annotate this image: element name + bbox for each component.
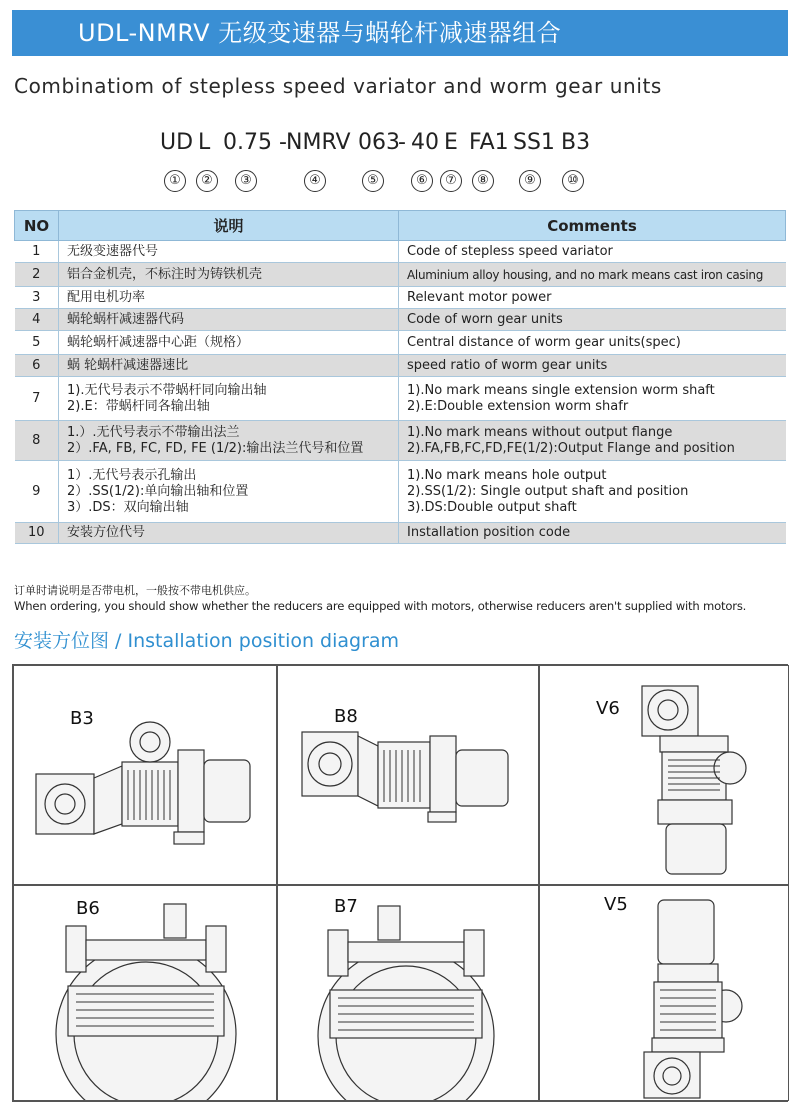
b3-drawing [14, 666, 277, 885]
row-comment [399, 287, 786, 309]
row-comment [399, 377, 786, 421]
comment-line: 2).E:Double extension worm shafr [407, 398, 629, 414]
b7-drawing [278, 886, 539, 1101]
header-comments: Comments [399, 211, 786, 241]
description-line: 无级变速器代号 [67, 243, 159, 259]
code-part: L [198, 130, 211, 155]
code-index: ⑩ [562, 170, 584, 192]
diagram-cell-v6 [539, 665, 789, 885]
order-note-en: When ordering, you should show whether the reducers are equipped with motors, otherwise reducers aren't supplied with motors. [14, 599, 747, 613]
b8-drawing [278, 666, 539, 885]
row-number: 1 [15, 241, 59, 263]
title-banner: UDL-NMRV 无级变速器与蜗轮杆减速器组合 [12, 10, 788, 56]
code-part: E [444, 130, 458, 155]
v6-drawing [540, 666, 789, 885]
code-part: FA1 [469, 130, 509, 155]
row-comment [399, 331, 786, 355]
header-no: NO [15, 211, 59, 241]
table-row [15, 355, 786, 377]
table-row [15, 331, 786, 355]
code-part: - [398, 130, 406, 155]
code-part: 40 [411, 130, 439, 155]
table-row [15, 241, 786, 263]
row-description [59, 263, 399, 287]
description-line: 蜗轮蜗杆减速器代码 [67, 311, 185, 327]
comment-line: 3).DS:Double output shaft [407, 499, 577, 515]
position-label: B8 [334, 706, 358, 727]
description-line: 1.）.无代号表示不带输出法兰 [67, 424, 240, 440]
position-label: V6 [596, 698, 620, 719]
diagram-cell-b8 [277, 665, 539, 885]
comment-line: 1).No mark means single extension worm shaft [407, 382, 715, 398]
code-index: ④ [304, 170, 326, 192]
row-description [59, 377, 399, 421]
row-description [59, 287, 399, 309]
code-index: ⑧ [472, 170, 494, 192]
row-comment [399, 421, 786, 461]
row-comment [399, 241, 786, 263]
code-part: UD [160, 130, 194, 155]
row-description [59, 461, 399, 523]
table-row [15, 461, 786, 523]
comment-line: Relevant motor power [407, 289, 552, 305]
comment-line: speed ratio of worm gear units [407, 357, 608, 373]
row-description [59, 309, 399, 331]
row-number: 7 [15, 377, 59, 421]
row-description [59, 355, 399, 377]
code-index: ① [164, 170, 186, 192]
code-part: 063 [358, 130, 400, 155]
comment-line: Code of worn gear units [407, 311, 563, 327]
code-index: ⑦ [440, 170, 462, 192]
row-comment [399, 263, 786, 287]
position-label: V5 [604, 894, 628, 915]
comment-line: 1).No mark means without output flange [407, 424, 673, 440]
row-number: 5 [15, 331, 59, 355]
description-line: 1).无代号表示不带蜗杆同向输出轴 [67, 382, 267, 398]
row-number: 8 [15, 421, 59, 461]
comment-line: Installation position code [407, 525, 571, 540]
code-part: 0.75 - [223, 130, 287, 155]
model-code [0, 130, 800, 200]
description-line: 铝合金机壳，不标注时为铸铁机壳 [67, 266, 263, 282]
comment-line: 1).No mark means hole output [407, 467, 607, 483]
row-description [59, 421, 399, 461]
header-description: 说明 [59, 211, 399, 241]
diagram-title: 安装方位图 / Installation position diagram [14, 630, 400, 652]
subtitle: Combinatiom of stepless speed variator and worm gear units [14, 74, 662, 98]
row-number: 9 [15, 461, 59, 523]
diagram-cell-b7 [277, 885, 539, 1101]
row-number: 2 [15, 263, 59, 287]
row-number: 3 [15, 287, 59, 309]
code-index: ② [196, 170, 218, 192]
description-line: 3）.DS：双向输出轴 [67, 499, 189, 515]
table-row [15, 263, 786, 287]
v5-drawing [540, 886, 789, 1101]
row-number: 10 [15, 523, 59, 544]
description-line: 2）.FA, FB, FC, FD, FE (1/2):输出法兰代号和位置 [67, 440, 364, 456]
installation-diagram-grid [12, 664, 788, 1102]
row-comment [399, 523, 786, 544]
position-label: B3 [70, 708, 94, 729]
diagram-cell-v5 [539, 885, 789, 1101]
table-row [15, 309, 786, 331]
position-label: B6 [76, 898, 100, 919]
code-index: ⑨ [519, 170, 541, 192]
code-index: ③ [235, 170, 257, 192]
comment-line: Code of stepless speed variator [407, 243, 613, 259]
code-index: ⑤ [362, 170, 384, 192]
description-line: 安装方位代号 [67, 525, 146, 540]
code-part: SS1 [513, 130, 555, 155]
description-line: 2).E：带蜗杆同各输出轴 [67, 398, 210, 414]
diagram-cell-b3 [13, 665, 277, 885]
row-comment [399, 309, 786, 331]
comment-line: 2).SS(1/2): Single output shaft and position [407, 483, 689, 499]
comment-line: 2).FA,FB,FC,FD,FE(1/2):Output Flange and position [407, 440, 735, 456]
b6-drawing [14, 886, 277, 1101]
description-line: 2）.SS(1/2):单向输出轴和位置 [67, 483, 249, 499]
row-number: 6 [15, 355, 59, 377]
diagram-cell-b6 [13, 885, 277, 1101]
position-label: B7 [334, 896, 358, 917]
spec-table [14, 210, 786, 544]
row-description [59, 523, 399, 544]
table-row [15, 523, 786, 544]
table-row [15, 287, 786, 309]
table-row [15, 421, 786, 461]
description-line: 蜗 轮蜗杆减速器速比 [67, 357, 189, 373]
table-row [15, 377, 786, 421]
comment-line: Central distance of worm gear units(spec) [407, 334, 681, 350]
description-line: 1）.无代号表示孔输出 [67, 467, 197, 483]
code-part: NMRV [286, 130, 351, 155]
row-comment [399, 355, 786, 377]
order-note-zh: 订单时请说明是否带电机，一般按不带电机供应。 [14, 584, 256, 597]
row-description [59, 331, 399, 355]
row-comment [399, 461, 786, 523]
description-line: 蜗轮蜗杆减速器中心距（规格） [67, 334, 250, 350]
comment-line: Aluminium alloy housing, and no mark means cast iron casing [407, 267, 764, 282]
row-number: 4 [15, 309, 59, 331]
code-part: B3 [561, 130, 591, 155]
code-index: ⑥ [411, 170, 433, 192]
description-line: 配用电机功率 [67, 289, 146, 305]
row-description [59, 241, 399, 263]
